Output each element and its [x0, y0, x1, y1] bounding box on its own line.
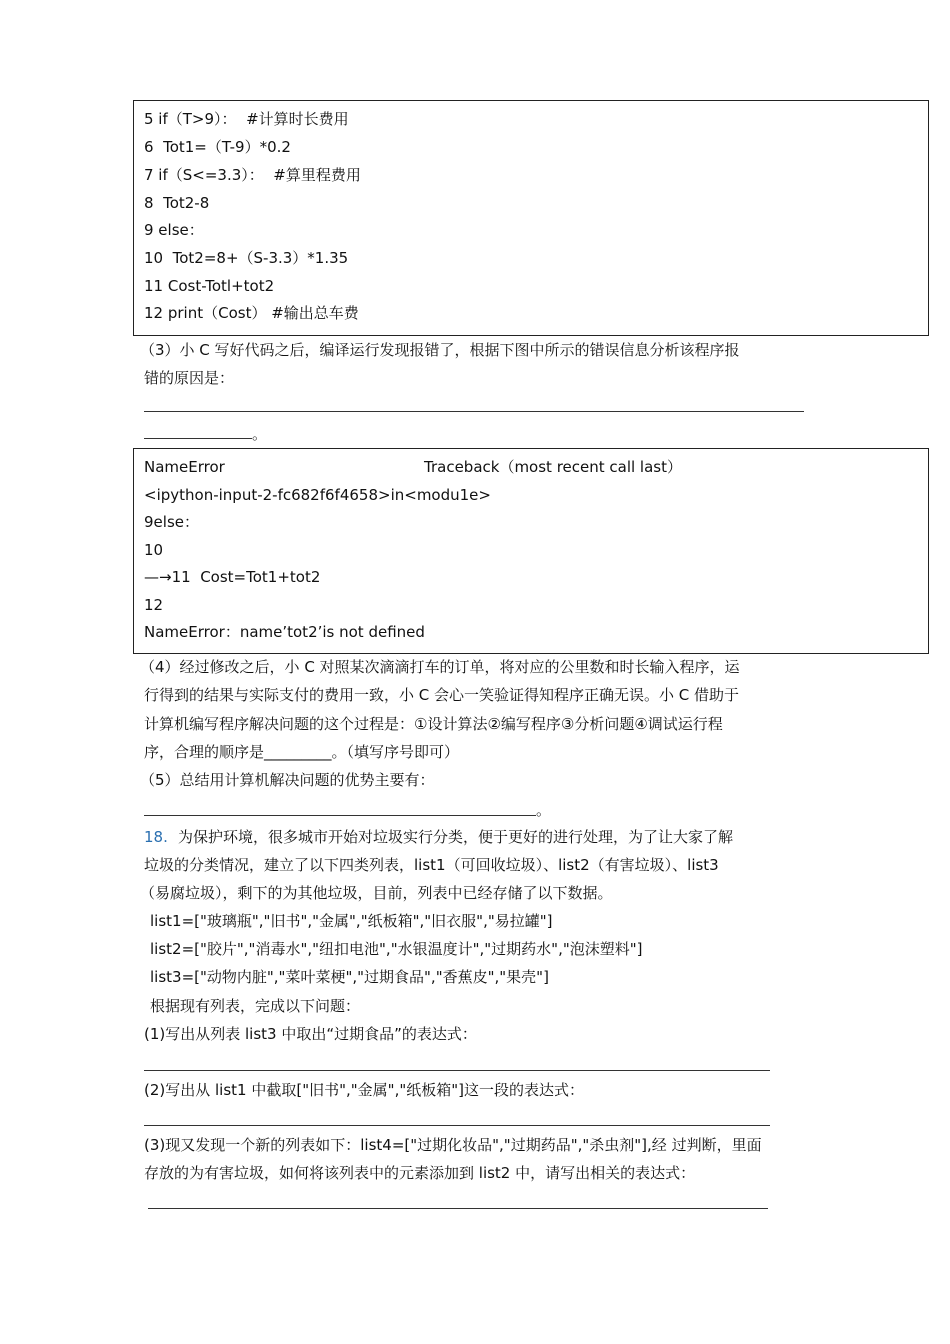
q3-line1: （3）小 C 写好代码之后，编译运行发现报错了，根据下图中所示的错误信息分析该程序报 — [140, 341, 740, 359]
q5-end: 。 — [536, 801, 552, 819]
error-line: NameError：name’tot2’is not defined — [144, 623, 425, 641]
q18-intro-line: （易腐垃圾），剩下的为其他垃圾，目前，列表中已经存储了以下数据。 — [140, 884, 613, 902]
q18-sub1-blank[interactable] — [144, 1070, 770, 1071]
list3-definition: list3=["动物内脏","菜叶菜梗","过期食品","香蕉皮","果壳"] — [150, 968, 549, 986]
q4-line: 计算机编写程序解决问题的这个过程是：①设计算法②编写程序③分析问题④调试运行程 — [144, 715, 723, 733]
list2-definition: list2=["胶片","消毒水","纽扣电池","水银温度计","过期药水","泡沫塑料"] — [150, 940, 643, 958]
code-line: 5 if（T>9）： #计算时长费用 — [144, 110, 349, 128]
error-line: 10 — [144, 541, 164, 559]
q3-answer-blank-2[interactable] — [144, 438, 252, 439]
code-line: 12 print（Cost） #输出总车费 — [144, 304, 359, 322]
q18-sub3-line2: 存放的为有害垃圾，如何将该列表中的元素添加到 list2 中，请写出相关的表达式： — [144, 1164, 696, 1182]
q4-line: （4）经过修改之后，小 C 对照某次滴滴打车的订单，将对应的公里数和时长输入程序，运 — [140, 658, 740, 676]
error-line: 9else： — [144, 513, 199, 531]
code-line: 8 Tot2-8 — [144, 194, 210, 212]
list1-definition: list1=["玻璃瓶","旧书","金属","纸板箱","旧衣服","易拉罐"] — [150, 912, 553, 930]
error-line: —→11 Cost=Tot1+tot2 — [144, 568, 321, 586]
error-type: NameError — [144, 458, 225, 476]
code-line: 11 Cost-Totl+tot2 — [144, 277, 275, 295]
q3-end: 。 — [252, 425, 268, 443]
q18-sub2-blank[interactable] — [144, 1125, 770, 1126]
q4-line: 序，合理的顺序是_________。（填写序号即可） — [144, 743, 460, 761]
code-line: 6 Tot1=（T-9）*0.2 — [144, 138, 291, 156]
q3-answer-blank[interactable] — [144, 411, 804, 412]
q18-number: 18. — [144, 828, 168, 846]
code-line: 7 if（S<=3.3）： #算里程费用 — [144, 166, 361, 184]
q3-line2: 错的原因是： — [144, 369, 235, 387]
q18-sub3-line1: (3)现又发现一个新的列表如下：list4=["过期化妆品","过期药品","杀虫剂"],经 过判断，里面 — [144, 1136, 762, 1154]
code-line: 10 Tot2=8+（S-3.3）*1.35 — [144, 249, 349, 267]
q18-sub2: (2)写出从 list1 中截取["旧书","金属","纸板箱"]这一段的表达式： — [144, 1081, 584, 1099]
q18-intro-line: 垃圾的分类情况，建立了以下四类列表，list1（可回收垃圾）、list2（有害垃圾）、list3 — [144, 856, 719, 874]
q18-instruction: 根据现有列表，完成以下问题： — [150, 997, 361, 1015]
q5-answer-blank[interactable] — [144, 815, 536, 816]
q4-line: 行得到的结果与实际支付的费用一致，小 C 会心一笑验证得知程序正确无误。小 C 借助于 — [144, 686, 740, 704]
error-line: 12 — [144, 596, 164, 614]
q18-intro-line: 为保护环境，很多城市开始对垃圾实行分类，便于更好的进行处理，为了让大家了解 — [178, 828, 734, 846]
code-line: 9 else： — [144, 221, 204, 239]
traceback-header: Traceback（most recent call last） — [424, 458, 682, 476]
q5-line1: （5）总结用计算机解决问题的优势主要有： — [140, 771, 435, 789]
q18-sub3-blank[interactable] — [148, 1208, 768, 1209]
q18-sub1: (1)写出从列表 list3 中取出“过期食品”的表达式： — [144, 1025, 477, 1043]
error-line: <ipython-input-2-fc682f6f4658>in<modu1e> — [144, 486, 491, 504]
code-box — [133, 100, 929, 336]
